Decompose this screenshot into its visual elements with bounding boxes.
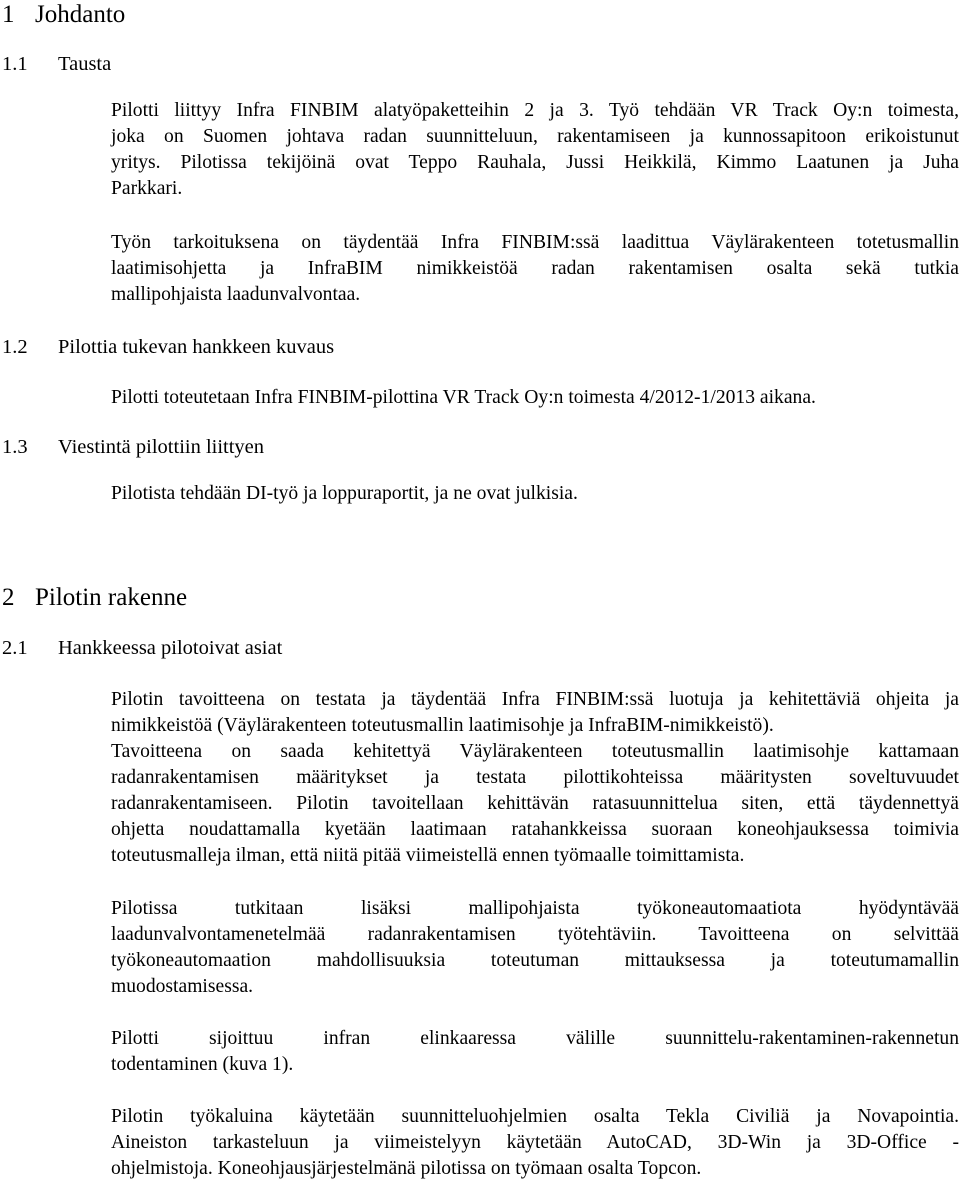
heading-2-pilotin-rakenne bbox=[2, 583, 187, 613]
heading-1-1-tausta bbox=[2, 51, 111, 77]
paragraph-pilotoivat-1 bbox=[111, 687, 959, 869]
paragraph-line: Pilotissa tutkitaan lisäksi mallipohjaista työkoneautomaatiota hyödyntävää bbox=[111, 898, 959, 919]
paragraph-line: mallipohjaista laadunvalvontaa. bbox=[111, 284, 361, 305]
heading-number: 1.1 bbox=[2, 53, 28, 75]
heading-title: Viestintä pilottiin liittyen bbox=[58, 436, 265, 458]
heading-number: 1 bbox=[2, 1, 15, 28]
paragraph-line: yritys. Pilotissa tekijöinä ovat Teppo Rauhala, Jussi Heikkilä, Kimmo Laatunen ja Juha bbox=[111, 152, 959, 173]
paragraph-pilotoivat-2 bbox=[111, 896, 959, 1000]
paragraph-line: Aineiston tarkasteluun ja viimeistelyyn käytetään AutoCAD, 3D-Win ja 3D-Office - bbox=[111, 1132, 959, 1153]
heading-number: 2.1 bbox=[2, 637, 28, 659]
paragraph-line: Pilotista tehdään DI-työ ja loppuraportit, ja ne ovat julkisia. bbox=[111, 483, 578, 504]
paragraph-line: laatimisohjetta ja InfraBIM nimikkeistöä radan rakentamisen osalta sekä tutkia bbox=[111, 258, 959, 279]
paragraph-pilotoivat-4 bbox=[111, 1104, 959, 1182]
heading-number: 2 bbox=[2, 584, 15, 611]
heading-1-2-kuvaus bbox=[2, 334, 334, 360]
heading-title: Pilottia tukevan hankkeen kuvaus bbox=[58, 336, 335, 358]
paragraph-line: Työn tarkoituksena on täydentää Infra FINBIM:ssä laadittua Väylärakenteen totetusmallin bbox=[111, 232, 959, 253]
paragraph-line: toteutusmalleja ilman, että niitä pitää viimeistellä ennen työmaalle toimittamista. bbox=[111, 845, 745, 866]
paragraph-line: Pilotti liittyy Infra FINBIM alatyöpaketteihin 2 ja 3. Työ tehdään VR Track Oy:n toimesta, bbox=[111, 100, 959, 121]
heading-title: Tausta bbox=[58, 53, 112, 75]
heading-title: Hankkeessa pilotoivat asiat bbox=[58, 637, 283, 659]
paragraph-line: Pilotin työkaluina käytetään suunnitteluohjelmien osalta Tekla Civiliä ja Novapointia. bbox=[111, 1106, 959, 1127]
paragraph-line: ohjetta noudattamalla kyetään laatimaan ratahankkeissa suoraan koneohjauksessa toimivia bbox=[111, 819, 959, 840]
heading-title: Johdanto bbox=[35, 1, 126, 28]
paragraph-line: ohjelmistoja. Koneohjausjärjestelmänä pilotissa on työmaan osalta Topcon. bbox=[111, 1158, 702, 1179]
paragraph-line: Pilotin tavoitteena on testata ja täydentää Infra FINBIM:ssä luotuja ja kehitettäviä ohjeita ja bbox=[111, 689, 959, 710]
paragraph-line: työkoneautomaation mahdollisuuksia toteutuman mittauksessa ja toteutumamallin bbox=[111, 950, 959, 971]
heading-1-3-viestinta bbox=[2, 434, 264, 460]
heading-number: 1.3 bbox=[2, 436, 28, 458]
paragraph-line: joka on Suomen johtava radan suunnitteluun, rakentamiseen ja kunnossapitoon erikoistunut bbox=[111, 126, 959, 147]
paragraph-tausta-1 bbox=[111, 98, 959, 202]
paragraph-viestinta bbox=[111, 481, 959, 507]
paragraph-line: Pilotti sijoittuu infran elinkaaressa välille suunnittelu-rakentaminen-rakennetun bbox=[111, 1028, 959, 1049]
paragraph-line: muodostamisessa. bbox=[111, 976, 254, 997]
paragraph-line: nimikkeistöä (Väylärakenteen toteutusmallin laatimisohje ja InfraBIM-nimikkeistö). bbox=[111, 715, 774, 736]
heading-number: 1.2 bbox=[2, 336, 28, 358]
paragraph-pilotoivat-3 bbox=[111, 1026, 959, 1078]
paragraph-line: laadunvalvontamenetelmää radanrakentamisen työtehtäviin. Tavoitteena on selvittää bbox=[111, 924, 959, 945]
paragraph-line: radanrakentamiseen. Pilotin tavoitellaan kehittävän ratasuunnittelua siten, että täydennettyä bbox=[111, 793, 959, 814]
paragraph-line: Tavoitteena on saada kehitettyä Väylärakenteen toteutusmallin laatimisohje kattamaan bbox=[111, 741, 959, 762]
heading-2-1-pilotoivat bbox=[2, 635, 282, 661]
paragraph-kuvaus bbox=[111, 385, 959, 411]
paragraph-line: Pilotti toteutetaan Infra FINBIM-pilottina VR Track Oy:n toimesta 4/2012-1/2013 aikana. bbox=[111, 387, 816, 408]
paragraph-tausta-2 bbox=[111, 230, 959, 308]
paragraph-line: Parkkari. bbox=[111, 178, 183, 199]
heading-1-johdanto bbox=[2, 0, 125, 30]
paragraph-line: todentaminen (kuva 1). bbox=[111, 1054, 294, 1075]
paragraph-line: radanrakentamisen määritykset ja testata pilottikohteissa määritysten soveltuvuudet bbox=[111, 767, 959, 788]
heading-title: Pilotin rakenne bbox=[35, 584, 188, 611]
